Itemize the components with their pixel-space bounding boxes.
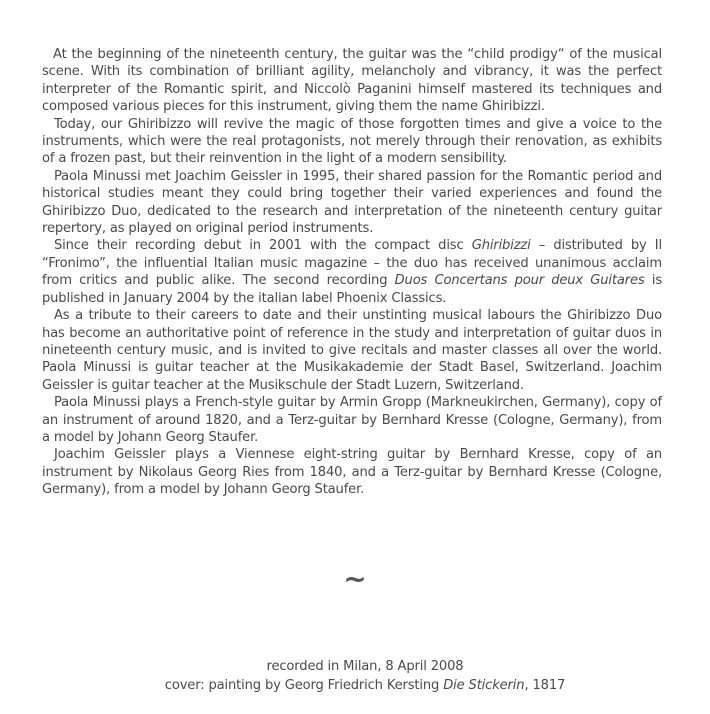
text-run: – distributed by Il “Fronimo”, the influential Italian music magazine – the duo has received unanimous acclaim from critics and public alike. The second recording: [42, 238, 663, 289]
cover-painting-title: Die Stickerin: [443, 678, 525, 693]
paragraph: [42, 446, 662, 498]
cover-credit-prefix: cover: painting by Georg Friedrich Kersting: [164, 678, 444, 693]
paragraph: [42, 46, 662, 116]
text-run: At the beginning of the nineteenth century, the guitar was the “child prodigy“ of the musical scene. With its combination of brilliant agility, melancholy and vibrancy, it was the perfect interpreter of the Romantic spirit, and Niccolò Paganini himself mastered its techniques and composed various pieces for this instrument, giving them the name Ghiribizzi.: [42, 47, 662, 115]
liner-notes-text: [42, 46, 662, 499]
tilde-ornament: ~: [343, 562, 367, 595]
paragraph: [42, 307, 662, 394]
cover-credit: [0, 676, 710, 695]
text-run: Today, our Ghiribizzo will revive the magic of those forgotten times and give a voice to the instruments, which were the real protagonists, not merely through their renovation, as exhibits of a frozen past, but their reinvention in the light of a modern sensibility.: [42, 116, 662, 167]
text-run: Since their recording debut in 2001 with the compact disc: [54, 238, 472, 254]
cover-painting-year: , 1817: [524, 678, 566, 693]
paragraph: [42, 237, 662, 307]
credits: [0, 657, 710, 695]
italic-title: Duos Concertans pour deux Guitares: [394, 273, 645, 289]
italic-title: Ghiribizzi: [471, 238, 531, 254]
text-run: Joachim Geissler plays a Viennese eight-string guitar by Bernhard Kresse, copy of an instrument by Nikolaus Georg Ries from 1840, and a Terz-guitar by Bernhard Kresse (Cologne, Germany), from a model by Johann Georg Staufer.: [42, 447, 662, 498]
recording-credit: recorded in Milan, 8 April 2008: [266, 659, 464, 674]
text-run: As a tribute to their careers to date and their unstinting musical labours the Ghiribizzo Duo has become an authoritative point of reference in the study and interpretation of guitar duos in nineteenth century music, and is invited to give recitals and master classes all over the world. Paola Minussi is guitar teacher at the Musikakademie der Stadt Basel, Switzerland. Joachim Geissler is guitar teacher at the Musikschule der Stadt Luzern, Switzerland.: [42, 308, 662, 393]
text-run: Paola Minussi met Joachim Geissler in 1995, their shared passion for the Romantic period and historical studies meant they could bring together their varied experiences and found the Ghiribizzo Duo, dedicated to the research and interpretation of the nineteenth century guitar repertory, as played on original period instruments.: [42, 168, 662, 237]
text-run: is published in January 2004 by the italian label Phoenix Classics.: [42, 273, 662, 306]
paragraph: [42, 116, 662, 168]
paragraph: [42, 168, 662, 238]
text-run: Paola Minussi plays a French-style guitar by Armin Gropp (Markneukirchen, Germany), copy of an instrument of around 1820, and a Terz-guitar by Bernhard Kresse (Cologne, Germany), from a model by Johann Georg Staufer.: [42, 395, 662, 445]
paragraph: [42, 394, 662, 446]
